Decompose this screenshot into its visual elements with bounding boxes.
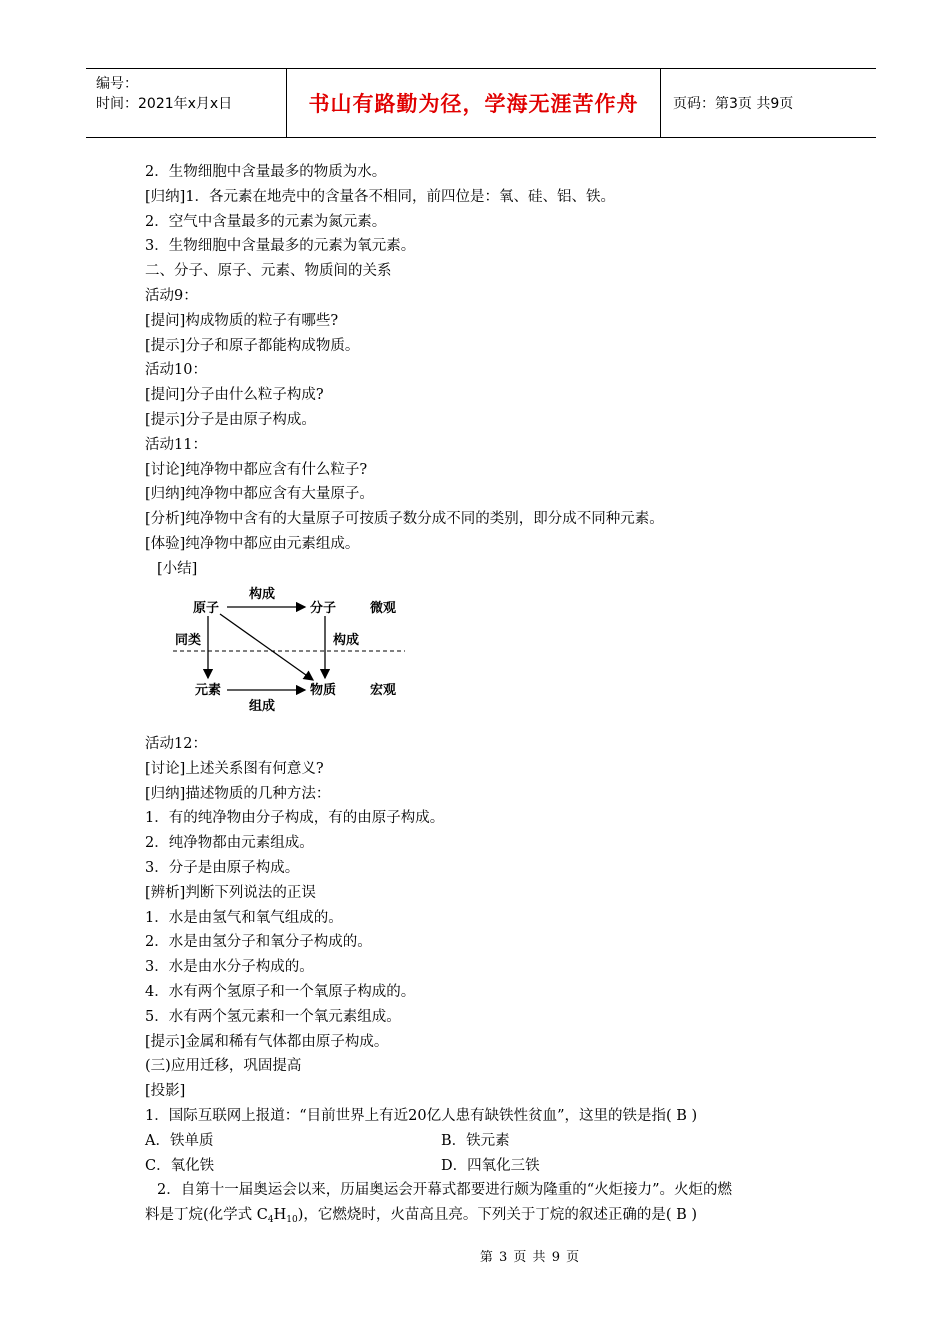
- upper-body: [145, 160, 865, 582]
- label-compose-top: 构成: [249, 587, 276, 602]
- node-substance: 物质: [310, 683, 337, 698]
- text-line: [提问]构成物质的粒子有哪些?: [145, 312, 339, 329]
- time-label: 时间：2021年x月x日: [96, 96, 233, 112]
- text-line: [讨论]纯净物中都应含有什么粒子?: [145, 461, 368, 478]
- text-line: 1．有的纯净物由分子构成，有的由原子构成。: [145, 810, 445, 827]
- option-c: C．氧化铁: [145, 1157, 215, 1174]
- text-line: [归纳]纯净物中都应含有大量原子。: [145, 486, 374, 503]
- text-line: [讨论]上述关系图有何意义?: [145, 760, 324, 777]
- text-line: 1．水是由氢气和氧气组成的。: [145, 909, 343, 926]
- relationship-diagram: [165, 584, 415, 714]
- label-make-up: 组成: [249, 699, 276, 714]
- option-b: B．铁元素: [441, 1132, 510, 1149]
- q2-sub-10: 10: [286, 1215, 298, 1226]
- label-same-kind: 同类: [175, 633, 202, 648]
- option-a: A．铁单质: [145, 1132, 214, 1149]
- q2-text-b: H: [273, 1207, 287, 1224]
- arrow-atom-substance: [220, 614, 313, 680]
- text-line: 3．水是由水分子构成的。: [145, 959, 314, 976]
- node-atom: 原子: [193, 601, 220, 616]
- text-line: [分析]纯净物中含有的大量原子可按质子数分成不同的类别，即分成不同种元素。: [145, 511, 664, 528]
- text-line: [提问]分子由什么粒子构成?: [145, 387, 324, 404]
- label-micro: 微观: [370, 601, 397, 616]
- options-row-1: [145, 1129, 865, 1154]
- text-line: [提示]金属和稀有气体都由原子构成。: [145, 1033, 389, 1050]
- text-line: 5．水有两个氢元素和一个氧元素组成。: [145, 1008, 401, 1025]
- text-line: 活动9：: [145, 287, 198, 304]
- question-2-line-2: [145, 1203, 865, 1228]
- text-line: 活动11：: [145, 436, 207, 453]
- summary-label: [小结]: [157, 560, 198, 577]
- header-motto: 书山有路勤为径，学海无涯苦作舟: [287, 69, 661, 137]
- options-row-2: [145, 1154, 865, 1179]
- text-line: 4．水有两个氢原子和一个氧原子构成的。: [145, 983, 416, 1000]
- text-line: [归纳]1．各元素在地壳中的含量各不相同，前四位是：氧、硅、铝、铁。: [145, 188, 616, 205]
- q2-text-a: 料是丁烷(化学式 C: [145, 1207, 268, 1224]
- header-meta-cell: [86, 69, 287, 137]
- label-compose-right: 构成: [333, 633, 360, 648]
- page-header: [86, 68, 876, 138]
- question-2-line-1: 2．自第十一届奥运会以来，历届奥运会开幕式都要进行颇为隆重的“火炬接力”。火炬的燃: [157, 1182, 733, 1199]
- text-line: 2．水是由氢分子和氧分子构成的。: [145, 934, 372, 951]
- text-line: 3．生物细胞中含量最多的元素为氧元素。: [145, 238, 416, 255]
- text-line: [提示]分子是由原子构成。: [145, 411, 316, 428]
- header-page-label: 页码：第3页 共9页: [673, 96, 794, 112]
- q2-text-c: )，它燃烧时，火苗高且亮。下列关于丁烷的叙述正确的是( B ): [297, 1207, 698, 1224]
- node-element: 元素: [195, 683, 222, 698]
- page-footer: [0, 1246, 950, 1265]
- text-line: (三)应用迁移，巩固提高: [145, 1058, 302, 1075]
- node-molecule: 分子: [310, 601, 337, 616]
- text-line: 2．纯净物都由元素组成。: [145, 835, 314, 852]
- footer-page-number: 第 3 页 共 9 页: [479, 1250, 581, 1265]
- text-line: 活动10：: [145, 362, 207, 379]
- option-d: D．四氧化三铁: [441, 1157, 540, 1174]
- label-macro: 宏观: [370, 683, 397, 698]
- text-line: 3．分子是由原子构成。: [145, 859, 300, 876]
- text-line: [体验]纯净物中都应由元素组成。: [145, 535, 360, 552]
- section-heading: 二、分子、原子、元素、物质间的关系: [145, 263, 392, 280]
- number-label: 编号：: [96, 76, 138, 92]
- q2-sub-4: 4: [267, 1215, 274, 1226]
- text-line: 2．空气中含量最多的元素为氮元素。: [145, 213, 387, 230]
- text-line: 2．生物细胞中含量最多的物质为水。: [145, 164, 387, 180]
- text-line: [归纳]描述物质的几种方法：: [145, 785, 331, 802]
- text-line: [提示]分子和原子都能构成物质。: [145, 337, 360, 354]
- lower-body: [145, 732, 865, 1228]
- text-line: 活动12：: [145, 736, 207, 752]
- text-line: [投影]: [145, 1083, 186, 1100]
- text-line: [辨析]判断下列说法的正误: [145, 884, 316, 901]
- question-1: 1．国际互联网上报道：“目前世界上有近20亿人患有缺铁性贫血”，这里的铁是指( B ): [145, 1107, 698, 1124]
